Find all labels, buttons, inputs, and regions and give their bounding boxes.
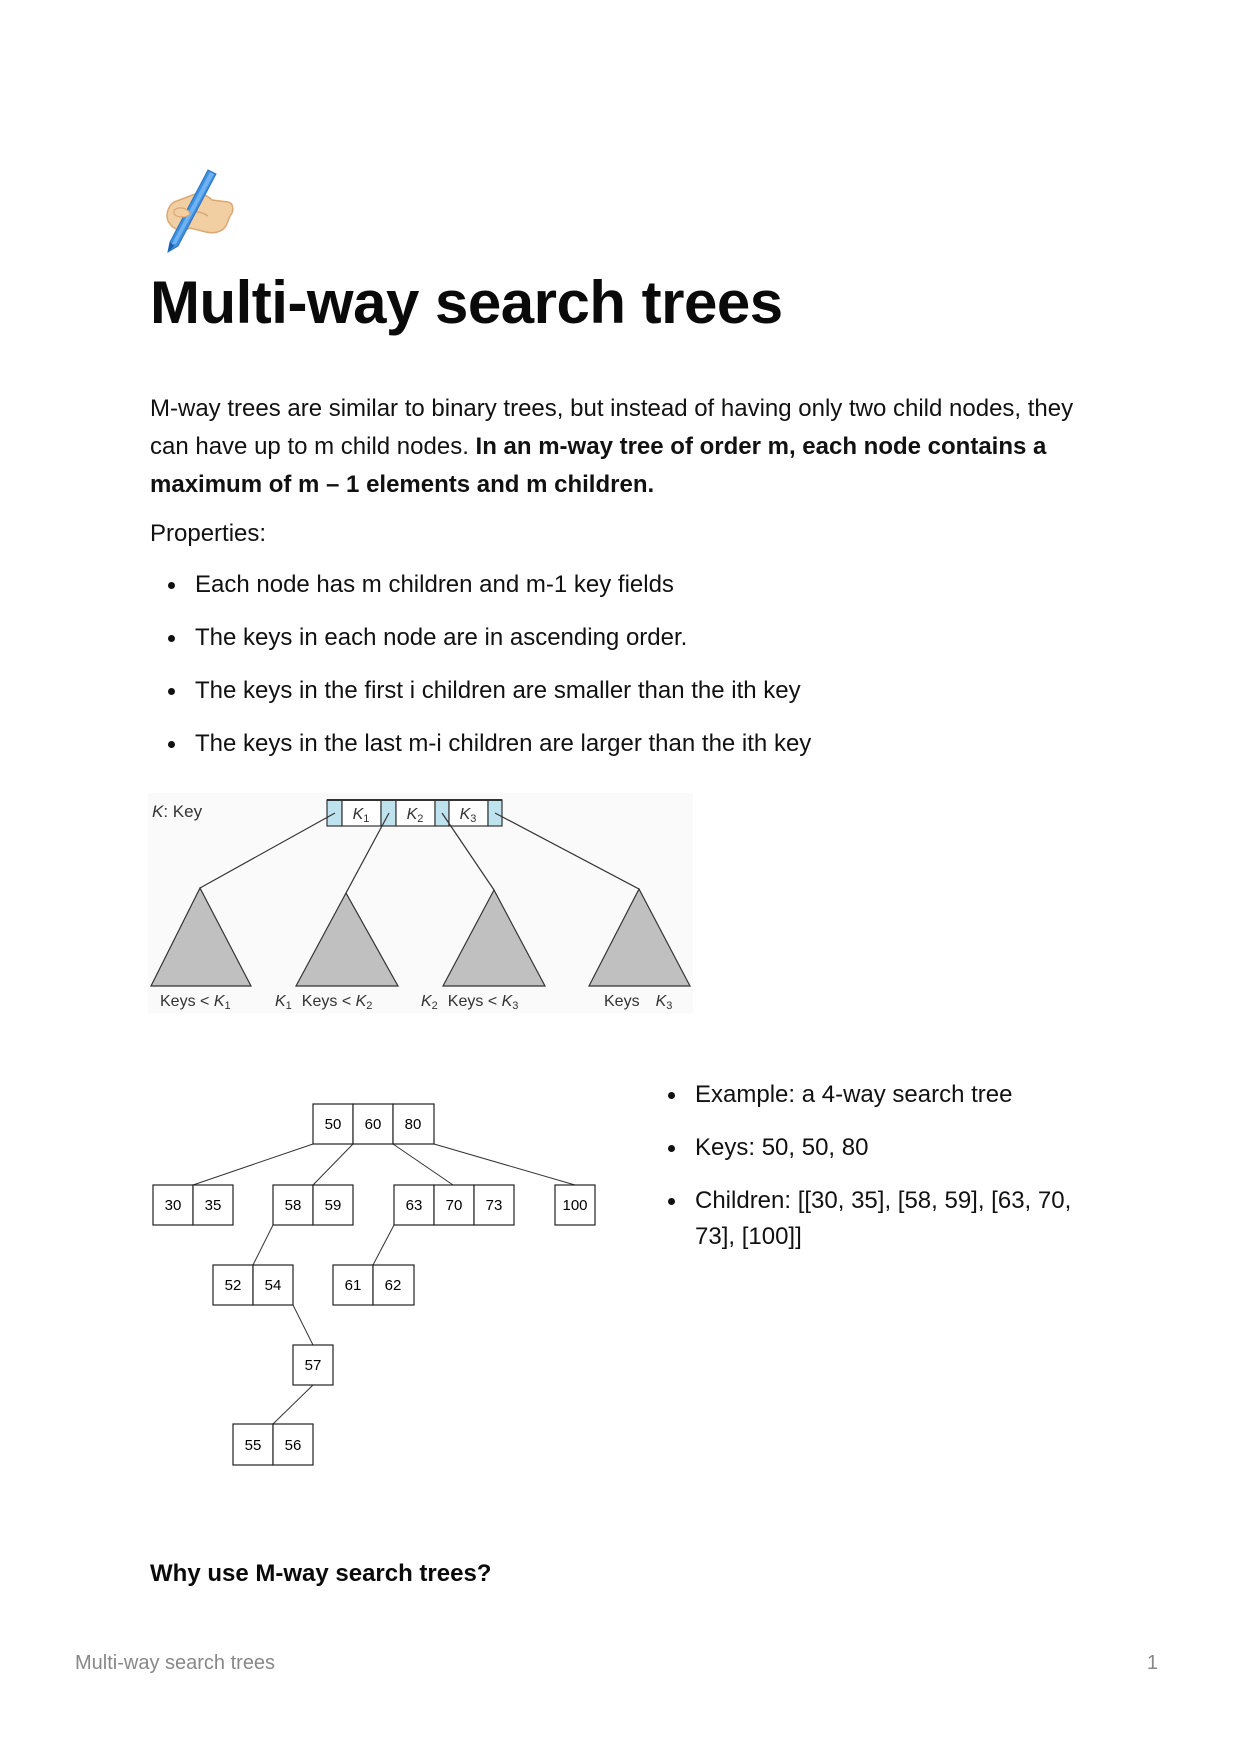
svg-text:61: 61	[344, 1277, 362, 1294]
svg-text:57: 57	[304, 1357, 322, 1374]
svg-text:70: 70	[445, 1197, 463, 1214]
subtree-triangle	[296, 893, 398, 986]
svg-text:59: 59	[324, 1197, 342, 1214]
svg-text:30: 30	[164, 1197, 182, 1214]
tree-node	[213, 1265, 293, 1305]
tree-node	[555, 1185, 595, 1225]
tree-node-root	[313, 1104, 434, 1144]
subtree-label: K2 Keys < K3	[421, 993, 519, 1012]
svg-text:73: 73	[485, 1197, 503, 1214]
svg-text:35: 35	[204, 1197, 222, 1214]
mway-node-diagram	[148, 793, 693, 1013]
svg-text:52: 52	[224, 1277, 242, 1294]
svg-text:63: 63	[405, 1197, 423, 1214]
tree-node	[394, 1185, 514, 1225]
example-list	[650, 1077, 1090, 1272]
tree-node	[293, 1345, 333, 1385]
diagram-legend: K: Key	[152, 802, 203, 821]
page-title: Multi-way search trees	[150, 269, 783, 336]
subtree-triangle	[151, 888, 251, 986]
svg-text:58: 58	[284, 1197, 302, 1214]
properties-list	[150, 568, 811, 780]
tree-node	[233, 1424, 313, 1465]
tree-node	[153, 1185, 233, 1225]
subtree-triangle	[589, 889, 690, 986]
tree-node	[273, 1185, 353, 1225]
list-item: The keys in the first i children are smaller than the ith key	[150, 674, 811, 727]
writing-hand-icon	[150, 162, 242, 254]
section-heading: Why use M-way search trees?	[150, 1560, 492, 1587]
key-k2: K2	[406, 806, 424, 825]
subtree-label: Keys < K1	[160, 993, 231, 1012]
list-item: Children: [[30, 35], [58, 59], [63, 70, 73], [100]]	[650, 1183, 1090, 1255]
intro-paragraph	[150, 390, 1080, 504]
svg-text:100: 100	[562, 1197, 588, 1214]
svg-text:56: 56	[284, 1437, 302, 1454]
svg-text:62: 62	[384, 1277, 402, 1294]
tree-node	[333, 1265, 414, 1305]
list-item: Example: a 4-way search tree	[650, 1077, 1090, 1113]
footer-title: Multi-way search trees	[75, 1652, 276, 1674]
svg-text:50: 50	[324, 1116, 342, 1133]
subtree-triangles	[151, 888, 690, 986]
properties-label: Properties:	[150, 520, 267, 547]
svg-text:80: 80	[404, 1116, 422, 1133]
list-item: The keys in each node are in ascending order.	[150, 621, 811, 674]
page-number: 1	[1146, 1652, 1158, 1674]
key-k3: K3	[459, 806, 477, 825]
key-k1: K1	[352, 806, 370, 825]
intro-bold-text: In an m-way tree of order m, each node contains a maximum of m – 1 elements and m children.	[150, 433, 1047, 498]
list-item: The keys in the last m-i children are larger than the ith key	[150, 727, 811, 780]
subtree-label: Keys K3	[604, 993, 673, 1012]
svg-text:60: 60	[364, 1116, 382, 1133]
subtree-labels	[160, 993, 672, 1012]
list-item: Each node has m children and m-1 key fields	[150, 568, 811, 621]
subtree-label: K1 Keys < K2	[275, 993, 373, 1012]
svg-text:55: 55	[244, 1437, 262, 1454]
list-item: Keys: 50, 50, 80	[650, 1130, 1090, 1166]
example-4way-tree	[148, 1095, 608, 1475]
intro-text: M-way trees are similar to binary trees, but instead of having only two child nodes, they can have up to m child nodes.	[150, 395, 1074, 460]
svg-text:54: 54	[264, 1277, 282, 1294]
subtree-triangle	[443, 890, 545, 986]
